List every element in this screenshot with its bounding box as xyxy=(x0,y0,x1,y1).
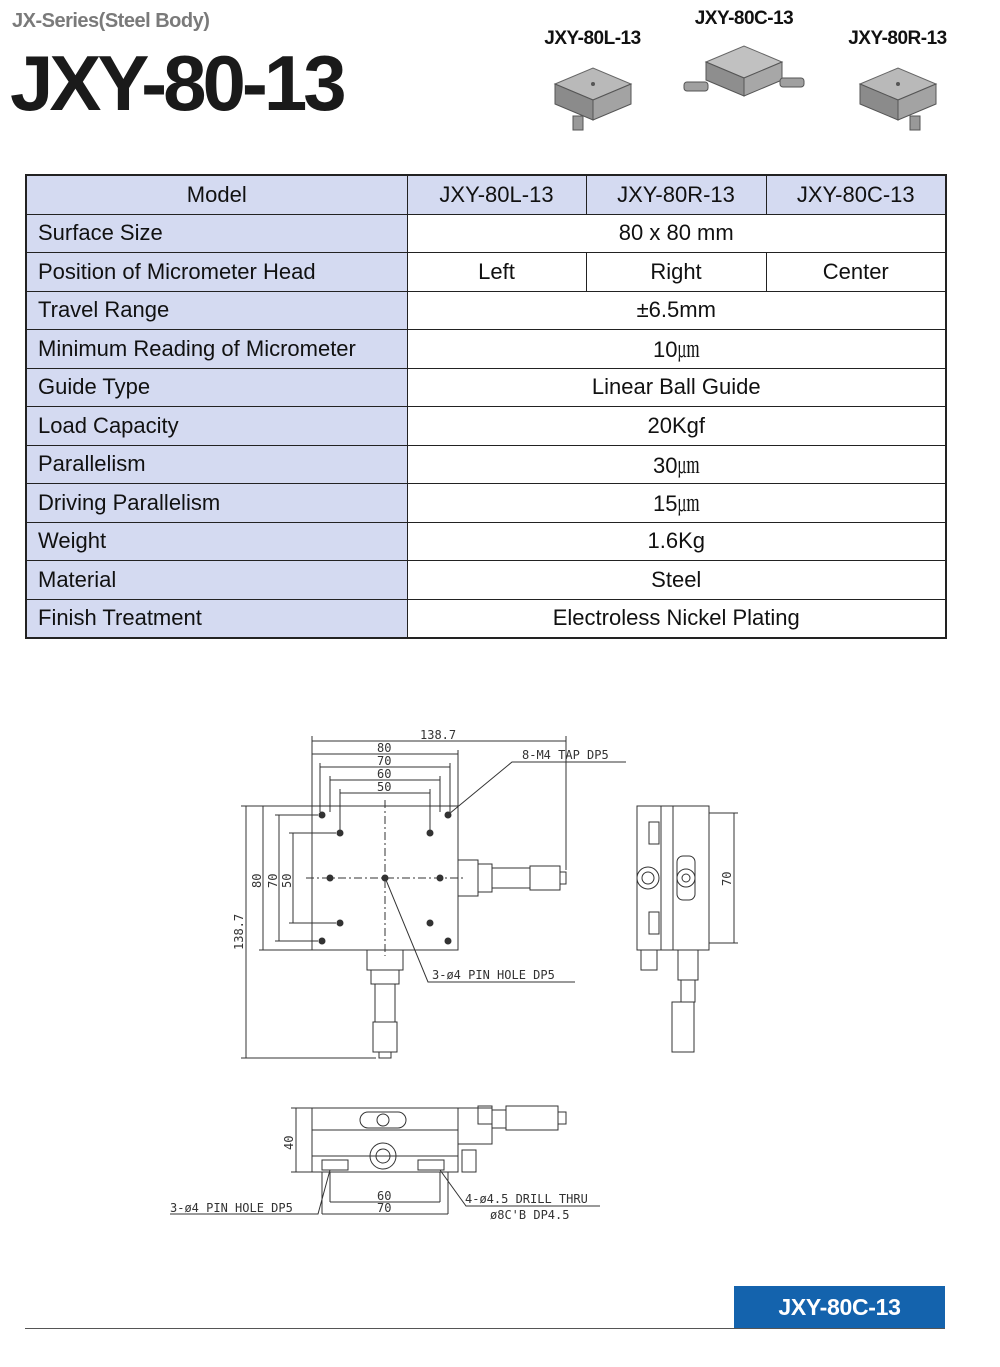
dim-front-60: 60 xyxy=(377,1189,392,1203)
dim-width-total: 138.7 xyxy=(420,728,457,742)
row-value: Linear Ball Guide xyxy=(407,368,946,407)
row-value: Right xyxy=(586,253,766,292)
dim-side-70: 70 xyxy=(720,871,734,886)
row-value: Center xyxy=(766,253,946,292)
callout-pin-hole-front: 3-ø4 PIN HOLE DP5 xyxy=(170,1201,293,1215)
footer-divider xyxy=(25,1328,945,1329)
table-row xyxy=(26,253,946,292)
row-value: 15㎛ xyxy=(407,484,946,523)
table-row xyxy=(26,522,946,561)
row-value: Steel xyxy=(407,561,946,600)
table-header-row xyxy=(26,175,946,214)
product-title: JXY-80-13 xyxy=(10,39,343,127)
dim-height-80: 80 xyxy=(250,873,264,888)
callout-tap: 8-M4 TAP DP5 xyxy=(522,748,609,762)
dim-width-80: 80 xyxy=(377,741,392,755)
table-row xyxy=(26,599,946,638)
stage-left-photo-icon xyxy=(543,54,643,132)
spec-table xyxy=(25,174,947,639)
table-row xyxy=(26,291,946,330)
dim-height-total: 138.7 xyxy=(232,913,246,950)
dim-width-70: 70 xyxy=(377,754,392,768)
row-label: Minimum Reading of Micrometer xyxy=(26,330,407,369)
dim-front-40: 40 xyxy=(282,1135,296,1150)
table-row xyxy=(26,407,946,446)
row-value: 20Kgf xyxy=(407,407,946,446)
row-label: Driving Parallelism xyxy=(26,484,407,523)
row-label: Weight xyxy=(26,522,407,561)
callout-drill-thru: 4-ø4.5 DRILL THRU xyxy=(465,1192,588,1206)
header-model-c: JXY-80C-13 xyxy=(766,175,946,214)
table-row xyxy=(26,330,946,369)
header-model-label: Model xyxy=(26,175,407,214)
table-row xyxy=(26,445,946,484)
stage-right-photo-icon xyxy=(848,54,948,132)
row-value: 30㎛ xyxy=(407,445,946,484)
dim-height-70: 70 xyxy=(266,873,280,888)
callout-counterbore: ø8C'B DP4.5 xyxy=(490,1208,570,1222)
row-label: Finish Treatment xyxy=(26,599,407,638)
variant-left xyxy=(535,28,650,132)
row-value: ±6.5mm xyxy=(407,291,946,330)
row-value: 1.6Kg xyxy=(407,522,946,561)
variant-label: JXY-80R-13 xyxy=(848,28,947,49)
row-label: Position of Micrometer Head xyxy=(26,253,407,292)
row-value: 80 x 80 mm xyxy=(407,214,946,253)
footer-model-badge: JXY-80C-13 xyxy=(734,1286,945,1329)
dim-front-70: 70 xyxy=(377,1201,392,1215)
row-value: 10㎛ xyxy=(407,330,946,369)
header-model-r: JXY-80R-13 xyxy=(586,175,766,214)
variant-right xyxy=(840,28,955,132)
table-row xyxy=(26,561,946,600)
table-row xyxy=(26,484,946,523)
variant-label: JXY-80C-13 xyxy=(694,8,794,29)
row-label: Guide Type xyxy=(26,368,407,407)
header-model-l: JXY-80L-13 xyxy=(407,175,586,214)
row-value: Electroless Nickel Plating xyxy=(407,599,946,638)
row-value: Left xyxy=(407,253,586,292)
technical-drawing xyxy=(0,700,1000,1260)
row-label: Load Capacity xyxy=(26,407,407,446)
dim-width-50: 50 xyxy=(377,780,392,794)
dim-width-60: 60 xyxy=(377,767,392,781)
row-label: Parallelism xyxy=(26,445,407,484)
table-row xyxy=(26,368,946,407)
variant-center xyxy=(680,8,808,112)
table-row xyxy=(26,214,946,253)
stage-center-photo-icon xyxy=(682,34,806,112)
row-label: Travel Range xyxy=(26,291,407,330)
row-label: Material xyxy=(26,561,407,600)
dim-height-50: 50 xyxy=(280,873,294,888)
variant-label: JXY-80L-13 xyxy=(544,28,641,49)
row-label: Surface Size xyxy=(26,214,407,253)
series-label: JX-Series(Steel Body) xyxy=(12,10,210,32)
callout-pin-hole-top: 3-ø4 PIN HOLE DP5 xyxy=(432,968,555,982)
